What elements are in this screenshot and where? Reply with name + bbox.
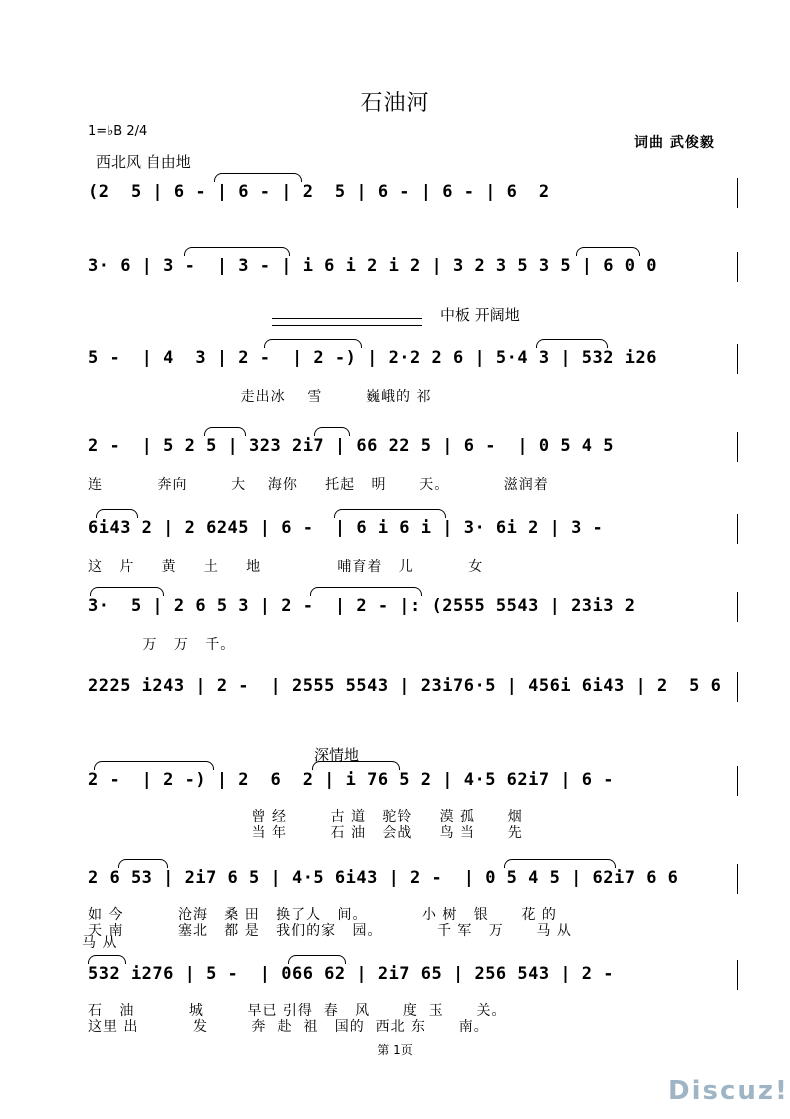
watermark-logo: Discuz! <box>668 1076 789 1106</box>
lyrics-line-2: 天 南 塞北 都 是 我们的家 园。 千 军 万 马 从 <box>88 923 572 939</box>
lyrics-line-1: 石 油 城 早已 引得 春 风 度 玉 关。 <box>88 1003 507 1019</box>
lyrics-line-1: 万 万 千。 <box>88 637 236 653</box>
staff-notes: 3· 5 | 2 6 5 3 | 2 - | 2 - |: (2555 5543 | 23i3 2 <box>88 596 636 616</box>
staff-notes: (2 5 | 6 - | 6 - | 2 5 | 6 - | 6 - | 6 2 <box>88 182 550 202</box>
lyrics-line-1: 这 片 黄 土 地 哺育着 儿 女 <box>88 559 484 575</box>
lyrics-line-1: 连 奔向 大 海你 托起 明 天。 滋润着 <box>88 477 549 493</box>
staff-notes: 2 - | 2 -) | 2 6 2 | i 76 5 2 | 4·5 62i7 | 6 - <box>88 770 615 790</box>
staff-notes: 2 6 53 | 2i7 6 5 | 4·5 6i43 | 2 - | 0 5 4 5 | 62i7 6 6 <box>88 868 679 888</box>
lyrics-line-2: 当 年 石 油 会战 鸟 当 先 <box>88 825 523 841</box>
staff-notes: 6i43 2 | 2 6245 | 6 - | 6 i 6 i | 3· 6i 2 | 3 - <box>88 518 604 538</box>
staff-notes: 5 - | 4 3 | 2 - | 2 -) | 2·2 2 6 | 5·4 3 | 532 i26 <box>88 348 657 368</box>
page-number: 第 1页 <box>377 1043 413 1057</box>
tempo-mark-1: 西北风 自由地 <box>96 153 191 171</box>
tempo-mark-3: 深情地 <box>314 746 360 764</box>
composer-credit: 词曲 武俊毅 <box>634 135 715 151</box>
staff-notes: 2 - | 5 2 5 | 323 2i7 | 66 22 5 | 6 - | 0 5 4 5 <box>88 436 615 456</box>
staff-notes: 532 i276 | 5 - | 066 62 | 2i7 65 | 256 543 | 2 - <box>88 964 615 984</box>
song-title: 石油河 <box>360 91 430 116</box>
extra-lyric: 马 从 <box>82 935 118 951</box>
lyrics-line-1: 曾 经 古 道 驼铃 漠 孤 烟 <box>88 809 523 825</box>
lyrics-line-1: 走出冰 雪 巍峨的 祁 <box>88 389 432 405</box>
staff-notes: 3· 6 | 3 - | 3 - | i 6 i 2 i 2 | 3 2 3 5 3 5 | 6 0 0 <box>88 256 657 276</box>
tempo-mark-2: 中板 开阔地 <box>440 306 520 324</box>
tempo-line <box>272 318 422 326</box>
key-signature: 1=♭B 2/4 <box>88 124 148 139</box>
lyrics-line-1: 如 今 沧海 桑 田 换了人 间。 小 树 银 花 的 <box>88 907 557 923</box>
staff-notes: 2225 i243 | 2 - | 2555 5543 | 23i76·5 | 456i 6i43 | 2 5 6 <box>88 676 722 696</box>
lyrics-line-2: 这里 出 发 奔 赴 祖 国的 西北 东 南。 <box>88 1019 489 1035</box>
